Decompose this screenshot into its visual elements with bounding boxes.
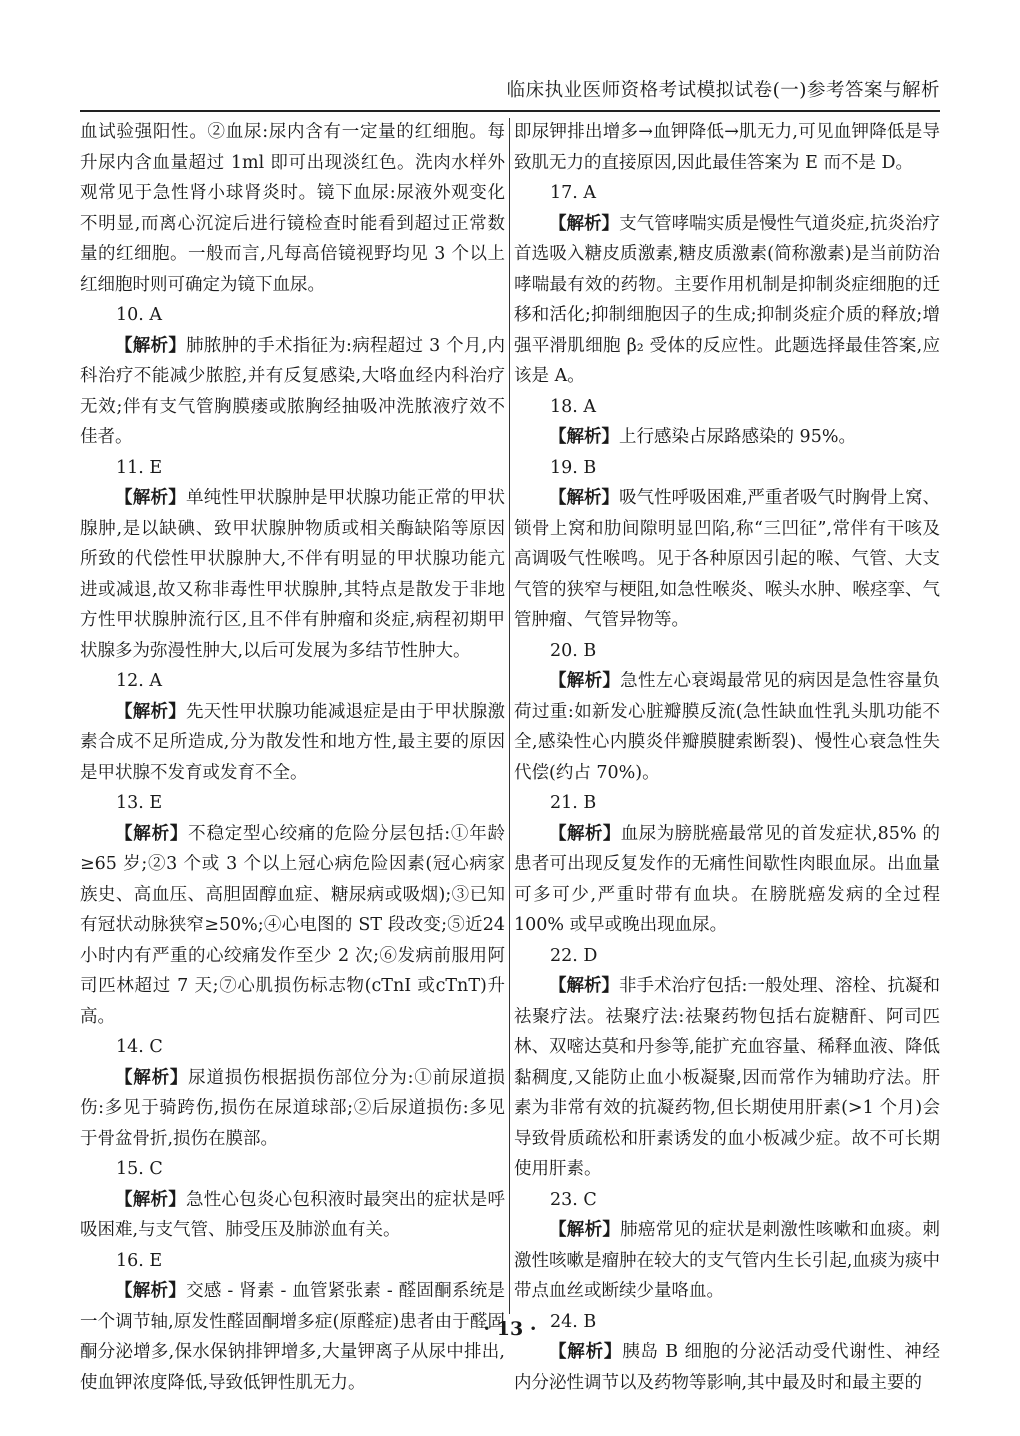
explanation-tag: 【解析】 [115,335,187,356]
left-column [80,117,505,1398]
answer-number-18: 18. A [550,396,597,417]
explanation-tag: 【解析】 [549,1342,623,1362]
explanation-text: 交感 - 肾素 - 血管紧张素 - 醛固酮系统是一个调节轴,原发性醛固酮增多症(原醛症)患者由于醛固酮分泌增多,保水保钠排钾增多,大量钾离子从尿中排出,使血钾浓度降低,导致低钾性肌无力。 [80,1281,505,1393]
answer-number-22: 22. D [550,945,598,966]
explanation-tag: 【解析】 [549,488,620,508]
answer-number-17: 17. A [550,183,597,203]
answer-number-12: 12. A [116,671,163,691]
page-header [80,62,940,112]
explanation-text: 上行感染占尿路感染的 95%。 [619,427,856,447]
answer-number-13: 13. E [116,793,163,813]
answer-number-19: 19. B [550,457,597,478]
left-continuation-text: 血试验强阳性。②血尿:尿内含有一定量的红细胞。每升尿内含血量超过 1ml 即可出现淡红色。洗肉水样外观常见于急性肾小球肾炎时。镜下血尿:尿液外观变化不明显,而离心沉淀后进行镜检查时能看到超过正常数量的红细胞。一般而言,凡每高倍镜视野均见 3 个以上红细胞时则可确定为镜下血尿。 [80,122,505,295]
explanation-text: 先天性甲状腺功能减退症是由于甲状腺激素合成不足所造成,分为散发性和地方性,最主要的原因是甲状腺不发育或发育不全。 [80,701,505,783]
answer-number-16: 16. E [116,1250,163,1271]
explanation-text: 胰岛 B 细胞的分泌活动受代谢性、神经内分泌性调节以及药物等影响,其中最及时和最主要的 [514,1342,941,1393]
explanation-11 [80,483,505,666]
explanation-text: 吸气性呼吸困难,严重者吸气时胸骨上窝、锁骨上窝和肋间隙明显凹陷,称“三凹征”,常伴有干咳及高调吸气性喉鸣。见于各种原因引起的喉、气管、大支气管的狭窄与梗阻,如急性喉炎、喉头水肿、喉痉挛、气管肿瘤、气管异物等。 [514,488,941,630]
explanation-23 [514,1215,940,1307]
explanation-12 [80,697,505,789]
explanation-15 [80,1185,505,1246]
explanation-10 [80,331,505,453]
explanation-tag: 【解析】 [115,1281,187,1301]
explanation-14 [80,1063,505,1155]
explanation-text: 肺脓肿的手术指征为:病程超过 3 个月,内科治疗不能减少脓腔,并有反复感染,大咯血经内科治疗无效;伴有支气管胸膜瘘或脓胸经抽吸冲洗脓液疗效不佳者。 [80,335,505,447]
explanation-text: 急性心包炎心包积液时最突出的症状是呼吸困难,与支气管、肺受压及肺淤血有关。 [80,1189,505,1240]
answer-number-15: 15. C [116,1159,163,1179]
explanation-tag: 【解析】 [115,1189,186,1210]
explanation-text: 血尿为膀胱癌最常见的首发症状,85% 的患者可出现反复发作的无痛性间歇性肉眼血尿。出血量可多可少,严重时带有血块。在膀胱癌发病的全过程 100% 或早或晚出现血尿。 [514,823,941,935]
right-column [514,117,940,1398]
page-number: · 13 · [483,1318,537,1340]
column-divider [509,118,510,1314]
explanation-tag: 【解析】 [549,671,621,691]
answer-number-14: 14. C [116,1037,163,1057]
answer-number-20: 20. B [550,640,597,661]
header-title: 临床执业医师资格考试模拟试卷(一)参考答案与解析 [506,80,940,101]
explanation-text: 不稳定型心绞痛的危险分层包括:①年龄≥65 岁;②3 个或 3 个以上冠心病危险因素(冠心病家族史、高血压、高胆固醇血症、糖尿病或吸烟);③已知有冠状动脉狭窄≥50%;④心电图的 ST 段改变;⑤近24 小时内有严重的心绞痛发作至少 2 次;⑥发病前服用阿司匹林超过 7 天;⑦心肌损伤标志物(cTnI 或cTnT)升高。 [80,823,505,1027]
explanation-tag: 【解析】 [549,823,621,844]
explanation-21 [514,819,940,941]
answer-number-23: 23. C [550,1189,597,1210]
answer-number-24: 24. B [550,1311,597,1332]
answer-number-10: 10. A [116,305,163,325]
explanation-tag: 【解析】 [549,427,619,447]
explanation-text: 支气管哮喘实质是慢性气道炎症,抗炎治疗首选吸入糖皮质激素,糖皮质激素(简称激素)是当前防治哮喘最有效的药物。主要作用机制是抑制炎症细胞的迁移和活化;抑制细胞因子的生成;抑制炎症介质的释放;增强平滑肌细胞 β₂ 受体的反应性。此题选择最佳答案,应该是 A。 [514,213,941,386]
explanation-text: 尿道损伤根据损伤部位分为:①前尿道损伤:多见于骑跨伤,损伤在尿道球部;②后尿道损伤:多见于骨盆骨折,损伤在膜部。 [80,1067,505,1149]
explanation-tag: 【解析】 [115,701,186,722]
explanation-13 [80,819,505,1033]
explanation-17 [514,209,940,392]
explanation-text: 单纯性甲状腺肿是甲状腺功能正常的甲状腺肿,是以缺碘、致甲状腺肿物质或相关酶缺陷等原因所致的代偿性甲状腺肿大,不伴有明显的甲状腺功能亢进或减退,故又称非毒性甲状腺肿,其特点是散发于非地方性甲状腺肿流行区,且不伴有肿瘤和炎症,病程初期甲状腺多为弥漫性肿大,以后可发展为多结节性肿大。 [80,488,505,661]
explanation-20 [514,666,940,788]
explanation-tag: 【解析】 [549,213,620,234]
answer-number-11: 11. E [116,457,163,478]
explanation-22 [514,971,940,1185]
explanation-18 [514,422,940,453]
explanation-24 [514,1337,940,1398]
explanation-text: 急性左心衰竭最常见的病因是急性容量负荷过重:如新发心脏瓣膜反流(急性缺血性乳头肌功能不全,感染性心内膜炎伴瓣膜腱索断裂)、慢性心衰急性失代偿(约占 70%)。 [514,671,941,783]
explanation-text: 非手术治疗包括:一般处理、溶栓、抗凝和祛聚疗法。祛聚疗法:祛聚药物包括右旋糖酐、阿司匹林、双嘧达莫和丹参等,能扩充血容量、稀释血液、降低黏稠度,又能防止血小板凝聚,因而常作为辅助疗法。肝素为非常有效的抗凝药物,但长期使用肝素(>1 个月)会导致骨质疏松和肝素诱发的血小板减少症。故不可长期使用肝素。 [514,976,941,1179]
explanation-text: 肺癌常见的症状是刺激性咳嗽和血痰。刺激性咳嗽是瘤肿在较大的支气管内生长引起,血痰为痰中带点血丝或断续少量咯血。 [514,1220,941,1301]
explanation-tag: 【解析】 [549,1220,621,1240]
answer-number-21: 21. B [550,793,597,813]
right-continuation-text: 即尿钾排出增多→血钾降低→肌无力,可见血钾降低是导致肌无力的直接原因,因此最佳答案为 E 而不是 D。 [514,122,940,173]
explanation-tag: 【解析】 [549,976,620,996]
explanation-tag: 【解析】 [115,1067,189,1088]
explanation-19 [514,483,940,636]
explanation-tag: 【解析】 [115,823,189,844]
explanation-tag: 【解析】 [115,488,186,508]
